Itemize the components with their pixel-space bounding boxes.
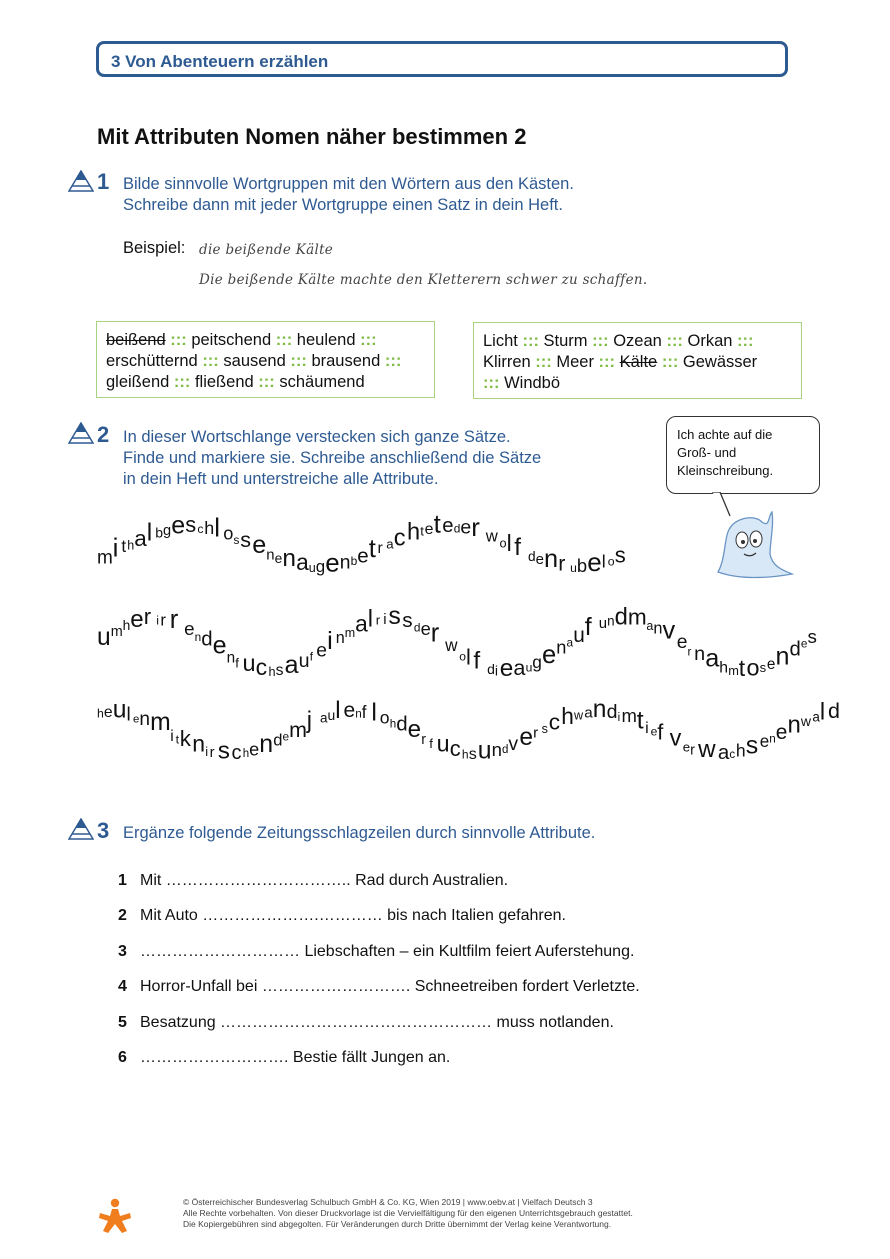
adjective-box: beißend ::: peitschend ::: heulend ::: erschütternd ::: sausend ::: brausend ::: gleißend ::: fließend ::: schäumend xyxy=(96,321,435,398)
headline-item: 6 ………………………. Bestie fällt Jungen an. xyxy=(118,1049,451,1066)
footer-copyright: © Österreichischer Bundesverlag Schulbuch GmbH & Co. KG, Wien 2019 | www.oebv.at | Vielfach Deutsch 3 Alle Rechte vorbehalten. Von dieser Druckvorlage ist die Vervielfältigung für den eigenen Unterrichtsgebrauch gestattet. Die Kopiergebühren sind abgegolten. Für Veränderungen durch Dritte übernimmt der Verlag keine Verantwortung. xyxy=(183,1197,633,1229)
task-number: 3 xyxy=(97,818,110,843)
difficulty-icon xyxy=(68,818,94,840)
task-instruction: Bilde sinnvolle Wortgruppen mit den Wörtern aus den Kästen. Schreibe dann mit jeder Wortgruppe einen Satz in dein Heft. xyxy=(123,175,574,214)
word-snake-line: mi thal bgeschl ossenenaugenbetr achteteder w ol f denr ubel os xyxy=(97,510,626,578)
speech-bubble: Ich achte auf die Groß- und Kleinschreibung. xyxy=(666,416,820,494)
word-snake-line: umher ir r endenf uchsauf ei nmal r issder wol f dieaugenauf undmanver nahmtosendes xyxy=(97,602,817,682)
noun-box: Licht ::: Sturm ::: Ozean ::: Orkan ::: Klirren ::: Meer ::: Kälte ::: Gewässer ::: Windbö xyxy=(473,322,802,399)
headline-item: 2 Mit Auto ………………….………… bis nach Italien gefahren. xyxy=(118,907,566,924)
example-phrase: die beißende Kälte xyxy=(199,242,334,258)
page-title: Mit Attributen Nomen näher bestimmen 2 xyxy=(97,124,527,149)
task-instruction: Ergänze folgende Zeitungsschlagzeilen durch sinnvolle Attribute. xyxy=(123,824,596,842)
headline-item: 5 Besatzung …………………………………………… muss notlanden. xyxy=(118,1014,614,1031)
chapter-label: 3 Von Abenteuern erzählen xyxy=(111,52,329,71)
headline-item: 1 Mit …………………………….. Rad durch Australien. xyxy=(118,872,509,889)
headline-item: 3 ………………………… Liebschaften – ein Kultfilm feiert Auferstehung. xyxy=(118,943,635,960)
example-label: Beispiel: xyxy=(123,239,186,257)
task-instruction: In dieser Wortschlange verstecken sich ganze Sätze. Finde und markiere sie. Schreibe anschließend die Sätze in dein Heft und unterstreiche alle Attribute. xyxy=(123,428,542,488)
task-number: 1 xyxy=(97,169,110,194)
task-number: 2 xyxy=(97,422,110,447)
publisher-logo-icon xyxy=(96,1197,134,1235)
word-snake-line: heul enmi tkni r schendemj aul enf l ohder f uchsundver schwandimti ef ver w achsenenwal d xyxy=(97,696,840,765)
headline-item: 4 Horror-Unfall bei ………………………. Schneetreiben fordert Verletzte. xyxy=(118,978,640,995)
example-sentence: Die beißende Kälte machte den Kletterern schwer zu schaffen. xyxy=(199,272,648,288)
